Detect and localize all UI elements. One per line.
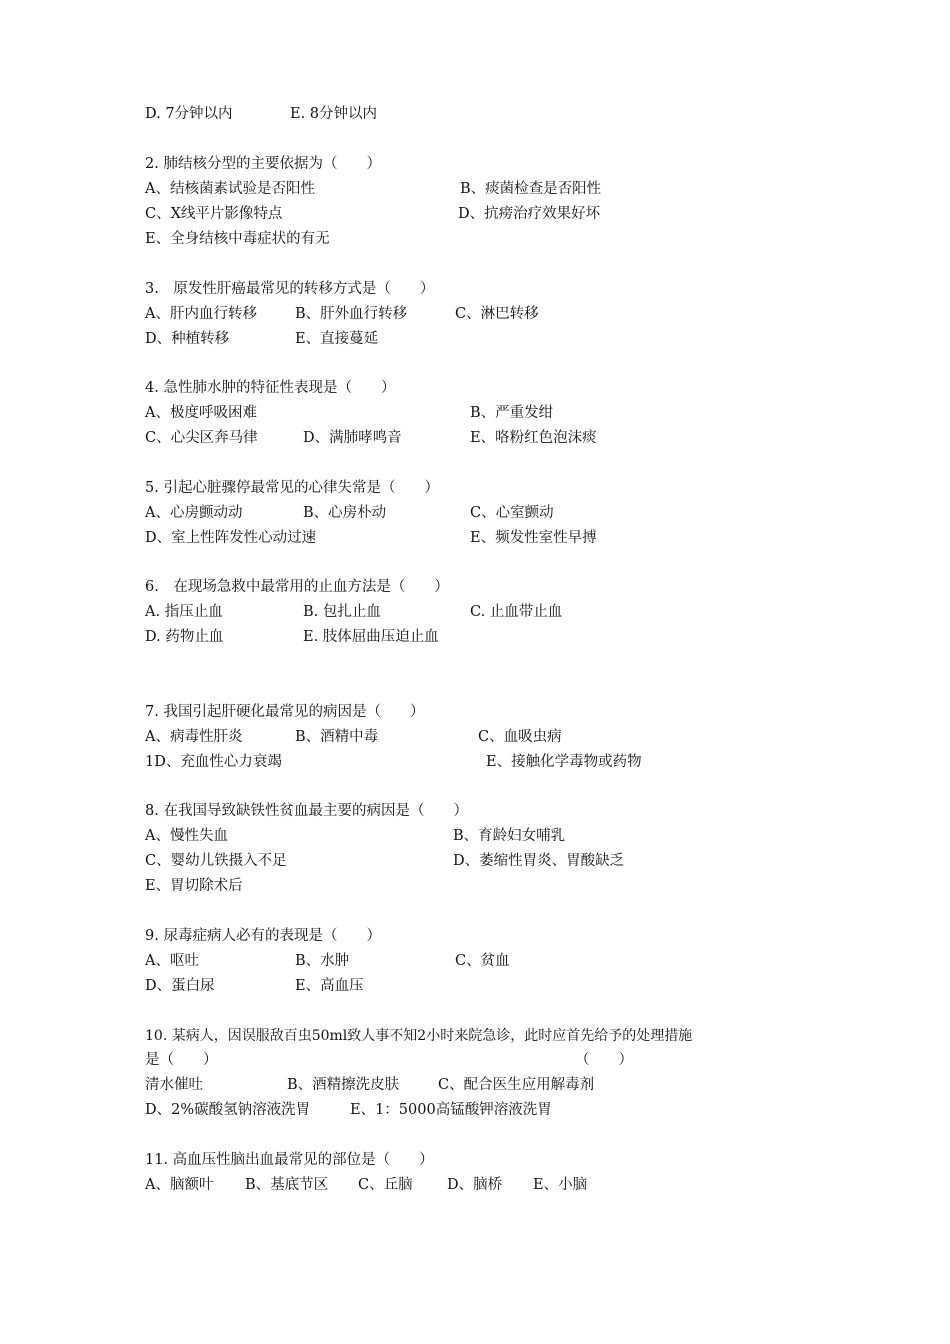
option-text: C、血吸虫病: [478, 729, 562, 745]
option-text: A、结核菌素试验是否阳性: [145, 181, 315, 197]
option-text: B、水肿: [295, 953, 350, 969]
option-text: B、严重发绀: [470, 405, 554, 421]
question-text: 是（ ）: [145, 1052, 218, 1068]
option-text: C、婴幼儿铁摄入不足: [145, 853, 287, 869]
option-text: D、脑桥: [447, 1177, 503, 1193]
question-text: 3. 原发性肝癌最常见的转移方式是（ ）: [145, 281, 435, 297]
option-text: B、酒精中毒: [295, 729, 379, 745]
option-text: B、基底节区: [245, 1177, 329, 1193]
option-text: B、痰菌检查是否阳性: [460, 181, 602, 197]
option-text: D、2%碳酸氢钠溶液洗胃: [145, 1102, 311, 1118]
option-text: E、高血压: [295, 978, 364, 994]
option-text: C、心尖区奔马律: [145, 430, 258, 446]
option-text: A、脑额叶: [145, 1177, 214, 1193]
option-text: E、直接蔓延: [295, 331, 379, 347]
option-text: B、肝外血行转移: [295, 306, 408, 322]
option-text: C. 止血带止血: [470, 604, 563, 620]
option-text: E、小脑: [533, 1177, 588, 1193]
question-text: 5. 引起心脏骤停最常见的心律失常是（ ）: [145, 480, 439, 496]
question-text: 4. 急性肺水肿的特征性表现是（ ）: [145, 380, 396, 396]
option-text: A. 指压止血: [145, 604, 223, 620]
option-text: A、极度呼吸困难: [145, 405, 257, 421]
option-text: D. 7分钟以内: [145, 106, 233, 122]
option-text: A、呕吐: [145, 953, 199, 969]
option-text: E、全身结核中毒症状的有无: [145, 231, 330, 247]
option-text: C、X线平片影像特点: [145, 206, 283, 222]
option-text: C、贫血: [455, 953, 510, 969]
option-text: B. 包扎止血: [303, 604, 381, 620]
option-text: C、配合医生应用解毒剂: [438, 1077, 595, 1093]
option-text: E、胃切除术后: [145, 878, 243, 894]
question-text: 10. 某病人，因误服敌百虫50ml致人事不知2小时来院急诊，此时应首先给予的处理措施: [145, 1028, 693, 1044]
option-text: D、种植转移: [145, 331, 230, 347]
option-text: D、室上性阵发性心动过速: [145, 530, 317, 546]
option-text: D、满肺哮鸣音: [303, 430, 402, 446]
option-text: C、淋巴转移: [455, 306, 539, 322]
option-text: E. 肢体屈曲压迫止血: [303, 629, 439, 645]
question-text: 11. 高血压性脑出血最常见的部位是（ ）: [145, 1152, 434, 1168]
option-text: 1D、充血性心力衰竭: [145, 754, 282, 770]
option-text: D、抗痨治疗效果好坏: [458, 206, 601, 222]
option-text: C、丘脑: [358, 1177, 413, 1193]
option-text: E、1：5000高锰酸钾溶液洗胃: [350, 1102, 552, 1118]
question-text: 6. 在现场急救中最常用的止血方法是（ ）: [145, 579, 449, 595]
option-text: E、频发性室性早搏: [470, 530, 597, 546]
question-text: （ ）: [575, 1052, 633, 1068]
option-text: E、咯粉红色泡沫痰: [470, 430, 597, 446]
option-text: D、蛋白尿: [145, 978, 215, 994]
question-text: 2. 肺结核分型的主要依据为（ ）: [145, 156, 381, 172]
question-text: 8. 在我国导致缺铁性贫血最主要的病因是（ ）: [145, 803, 468, 819]
option-text: B、育龄妇女哺乳: [453, 828, 566, 844]
option-text: A、心房颤动动: [145, 505, 243, 521]
option-text: A、肝内血行转移: [145, 306, 257, 322]
option-text: E. 8分钟以内: [290, 106, 378, 122]
option-text: E、接触化学毒物或药物: [486, 754, 642, 770]
option-text: D. 药物止血: [145, 629, 224, 645]
option-text: B、酒精擦洗皮肤: [287, 1077, 400, 1093]
option-text: A、病毒性肝炎: [145, 729, 243, 745]
option-text: A、慢性失血: [145, 828, 228, 844]
question-text: 7. 我国引起肝硬化最常见的病因是（ ）: [145, 704, 425, 720]
question-text: 9. 尿毒症病人必有的表现是（ ）: [145, 928, 381, 944]
option-text: C、心室颤动: [470, 505, 554, 521]
option-text: B、心房朴动: [303, 505, 387, 521]
option-text: D、萎缩性胃炎、胃酸缺乏: [453, 853, 625, 869]
option-text: 清水催吐: [145, 1077, 203, 1093]
